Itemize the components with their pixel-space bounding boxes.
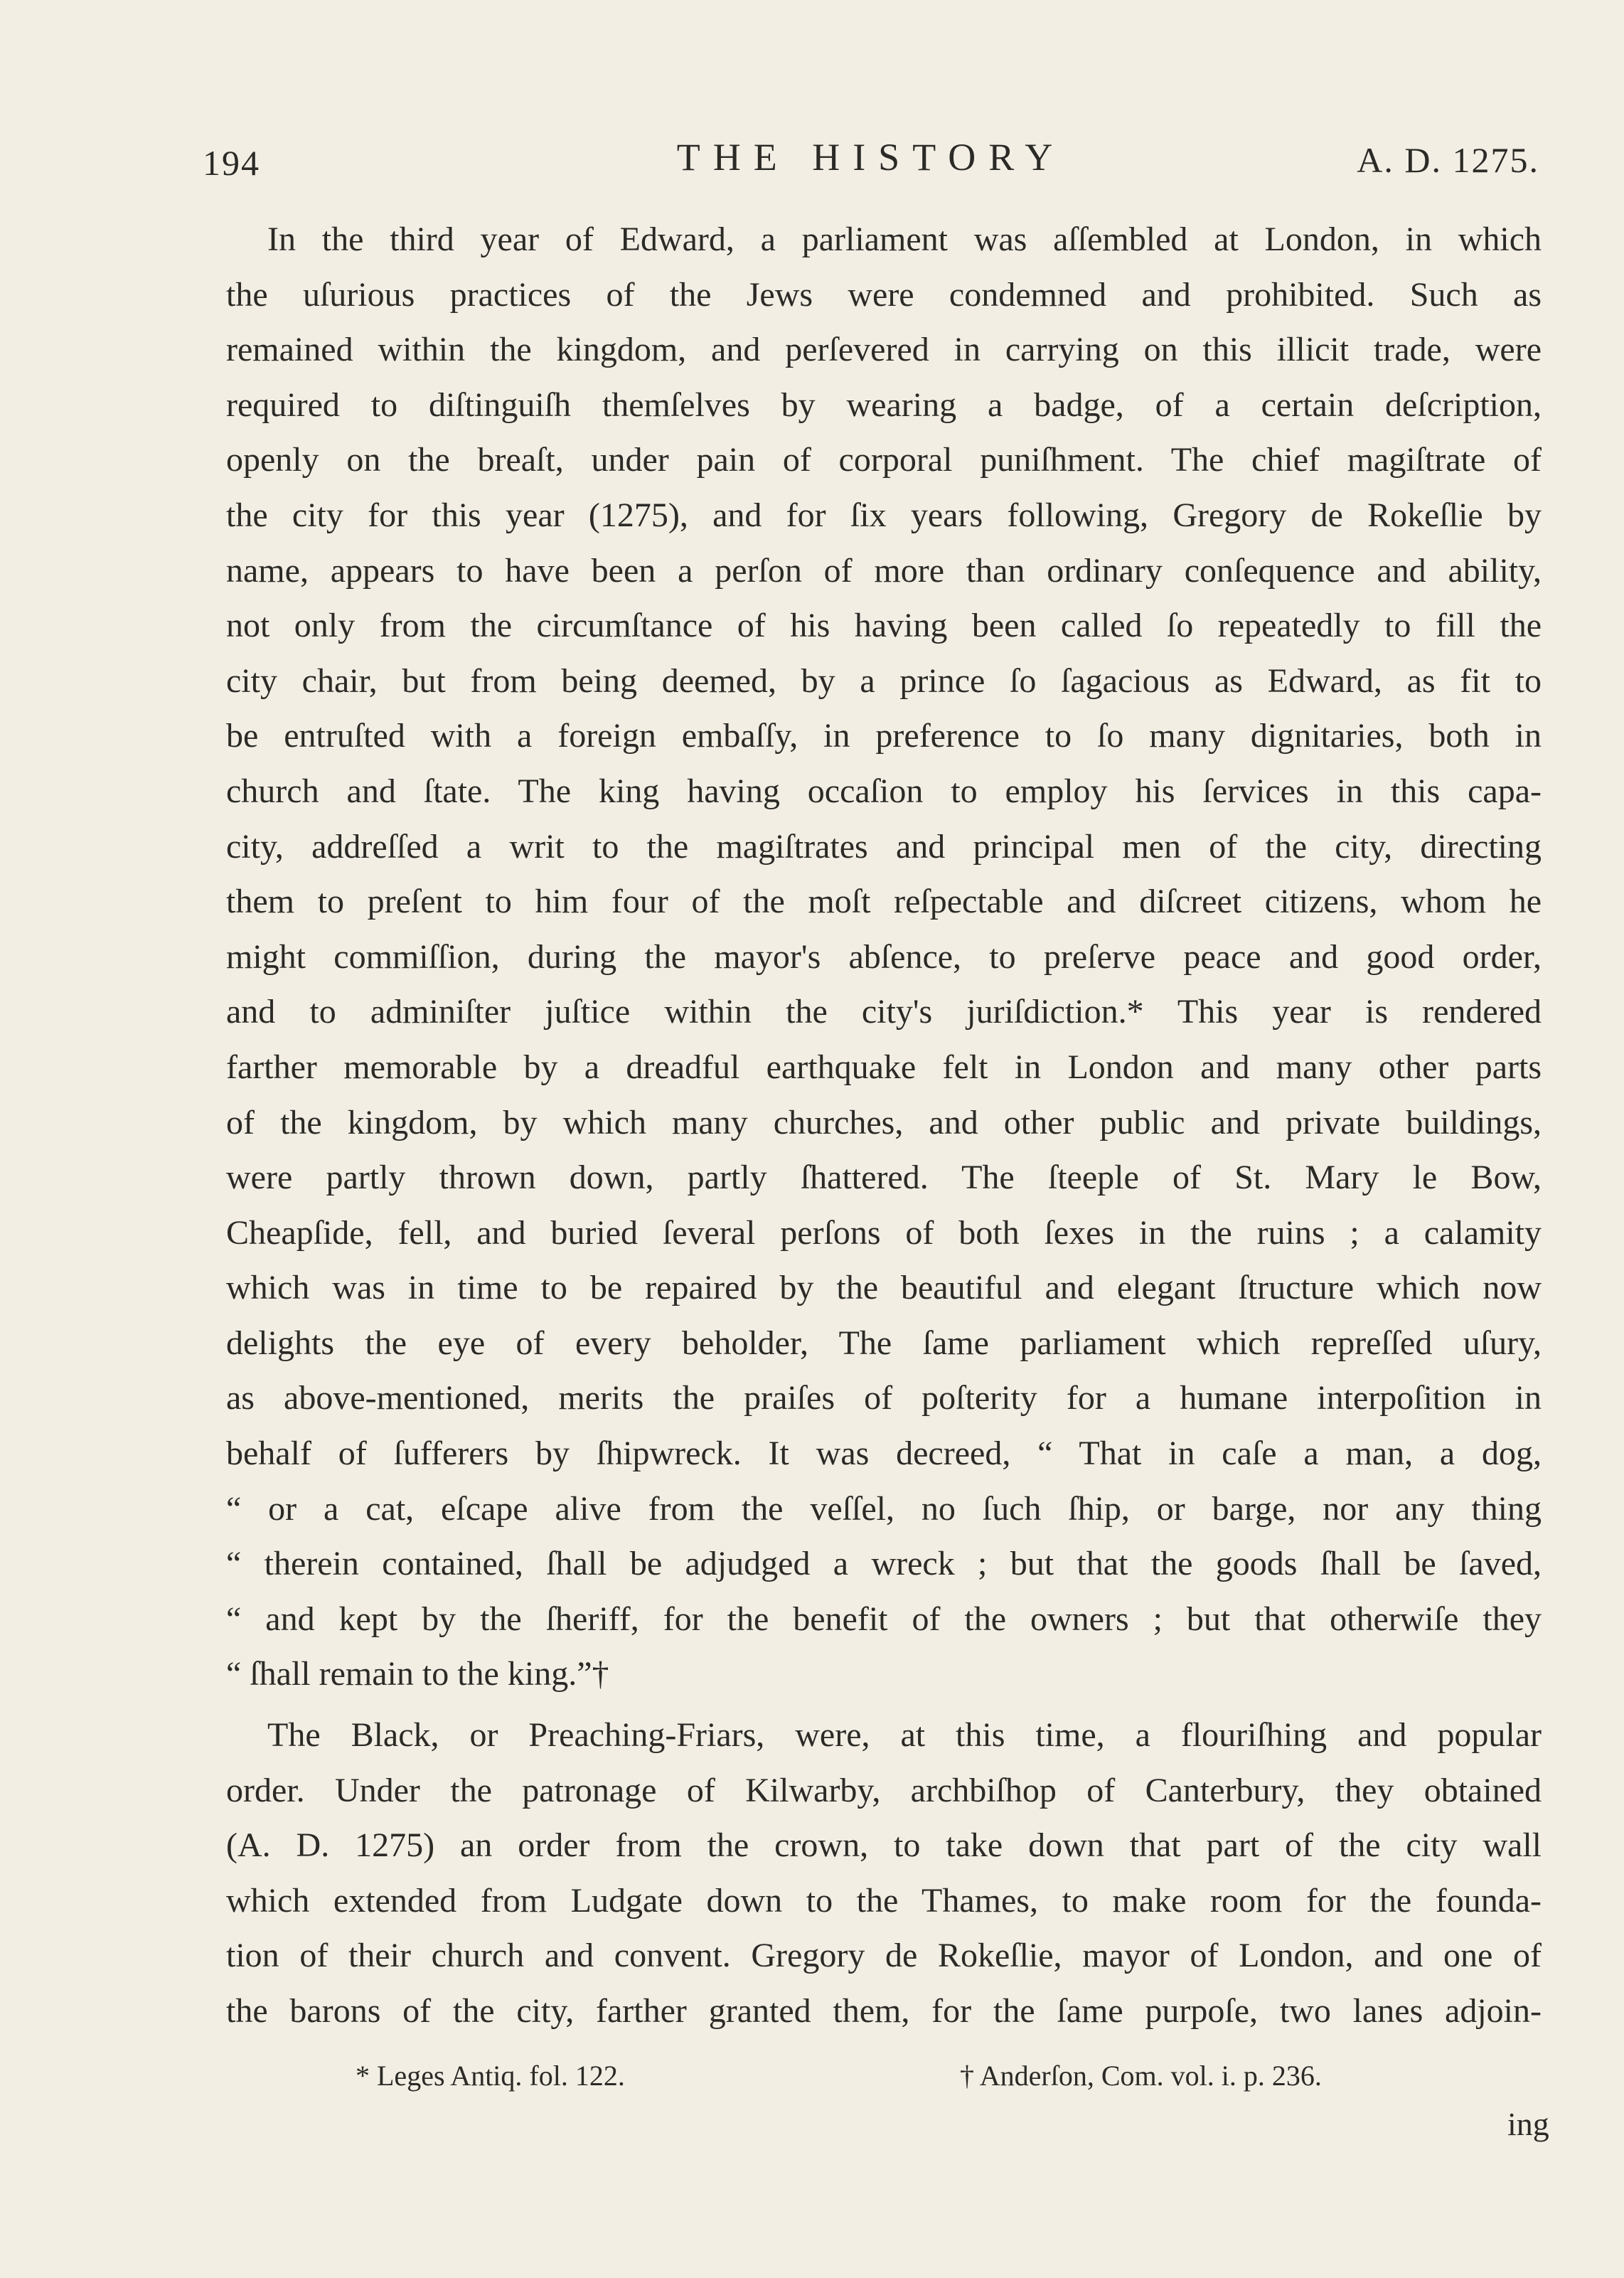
text-line: (A. D. 1275) an order from the crown, to take down that part of the city wall	[226, 1826, 1542, 1865]
text-line: behalf of ſufferers by ſhipwreck. It was decreed, “ That in caſe a man, a dog,	[226, 1435, 1542, 1473]
text-line: and to adminiſter juſtice within the city's juriſdiction.* This year is rendered	[226, 993, 1542, 1031]
text-line: as above-mentioned, merits the praiſes of poſterity for a humane interpoſition in	[226, 1379, 1542, 1417]
text-line: tion of their church and convent. Gregory de Rokeſlie, mayor of London, and one of	[226, 1937, 1542, 1975]
footnote-2: † Anderſon, Com. vol. i. p. 236.	[960, 2060, 1322, 2092]
text-line: order. Under the patronage of Kilwarby, archbiſhop of Canterbury, they obtained	[226, 1771, 1542, 1809]
text-line: the barons of the city, farther granted them, for the ſame purpoſe, two lanes adjoin-	[226, 1992, 1542, 2030]
text-line: remained within the kingdom, and perſevered in carrying on this illicit trade, were	[226, 331, 1542, 369]
text-line: were partly thrown down, partly ſhattered. The ſteeple of St. Mary le Bow,	[226, 1159, 1542, 1197]
text-line: be entruſted with a foreign embaſſy, in preference to ſo many dignitaries, both in	[226, 717, 1542, 755]
text-line: city, addreſſed a writ to the magiſtrates and principal men of the city, directing	[226, 827, 1542, 866]
text-line: not only from the circumſtance of his having been called ſo repeatedly to fill the	[226, 607, 1542, 645]
footnotes	[356, 2059, 1465, 2109]
footnote-1: * Leges Antiq. fol. 122.	[356, 2060, 625, 2092]
text-line: church and ſtate. The king having occaſion to employ his ſervices in this capa-	[226, 772, 1542, 810]
text-line: which extended from Ludgate down to the Thames, to make room for the founda-	[226, 1881, 1542, 1920]
page-header	[203, 135, 1539, 192]
text-line: city chair, but from being deemed, by a prince ſo ſagacious as Edward, as fit to	[226, 661, 1542, 700]
text-line: farther memorable by a dreadful earthquake felt in London and many other parts	[226, 1048, 1542, 1086]
text-line: might commiſſion, during the mayor's abſence, to preſerve peace and good order,	[226, 937, 1542, 976]
text-line: the city for this year (1275), and for ſix years following, Gregory de Rokeſlie by	[226, 496, 1542, 534]
body-text	[226, 212, 1542, 2039]
paragraph-2	[226, 1708, 1542, 2039]
text-line: of the kingdom, by which many churches, and other public and private buildings,	[226, 1103, 1542, 1141]
text-line: them to preſent to him four of the moſt reſpectable and diſcreet citizens, whom he	[226, 883, 1542, 921]
text-line: Cheapſide, fell, and buried ſeveral perſons of both ſexes in the ruins ; a calamity	[226, 1213, 1542, 1252]
catchword: ing	[1507, 2106, 1549, 2142]
header-year: A. D. 1275.	[1357, 140, 1539, 180]
text-line: In the third year of Edward, a parliament was aſſembled at London, in which	[267, 220, 1542, 258]
running-title: THE HISTORY	[676, 136, 1066, 179]
text-line: “ or a cat, eſcape alive from the veſſel, no ſuch ſhip, or barge, nor any thing	[226, 1489, 1542, 1528]
paragraph-1	[226, 212, 1542, 1702]
text-line: name, appears to have been a perſon of more than ordinary conſequence and ability,	[226, 551, 1542, 590]
text-line: “ ſhall remain to the king.”†	[226, 1655, 609, 1693]
text-line: The Black, or Preaching-Friars, were, at this time, a flouriſhing and popular	[267, 1716, 1542, 1755]
text-line: delights the eye of every beholder, The ſame parliament which repreſſed uſury,	[226, 1324, 1542, 1362]
text-line: which was in time to be repaired by the beautiful and elegant ſtructure which now	[226, 1269, 1542, 1307]
text-line: “ and kept by the ſheriff, for the benefit of the owners ; but that otherwiſe they	[226, 1600, 1542, 1638]
page-number: 194	[203, 143, 260, 183]
text-line: “ therein contained, ſhall be adjudged a wreck ; but that the goods ſhall be ſaved,	[226, 1545, 1542, 1583]
text-line: the uſurious practices of the Jews were condemned and prohibited. Such as	[226, 275, 1542, 314]
text-line: required to diſtinguiſh themſelves by wearing a badge, of a certain deſcription,	[226, 385, 1542, 424]
text-line: openly on the breaſt, under pain of corporal puniſhment. The chief magiſtrate of	[226, 441, 1542, 479]
